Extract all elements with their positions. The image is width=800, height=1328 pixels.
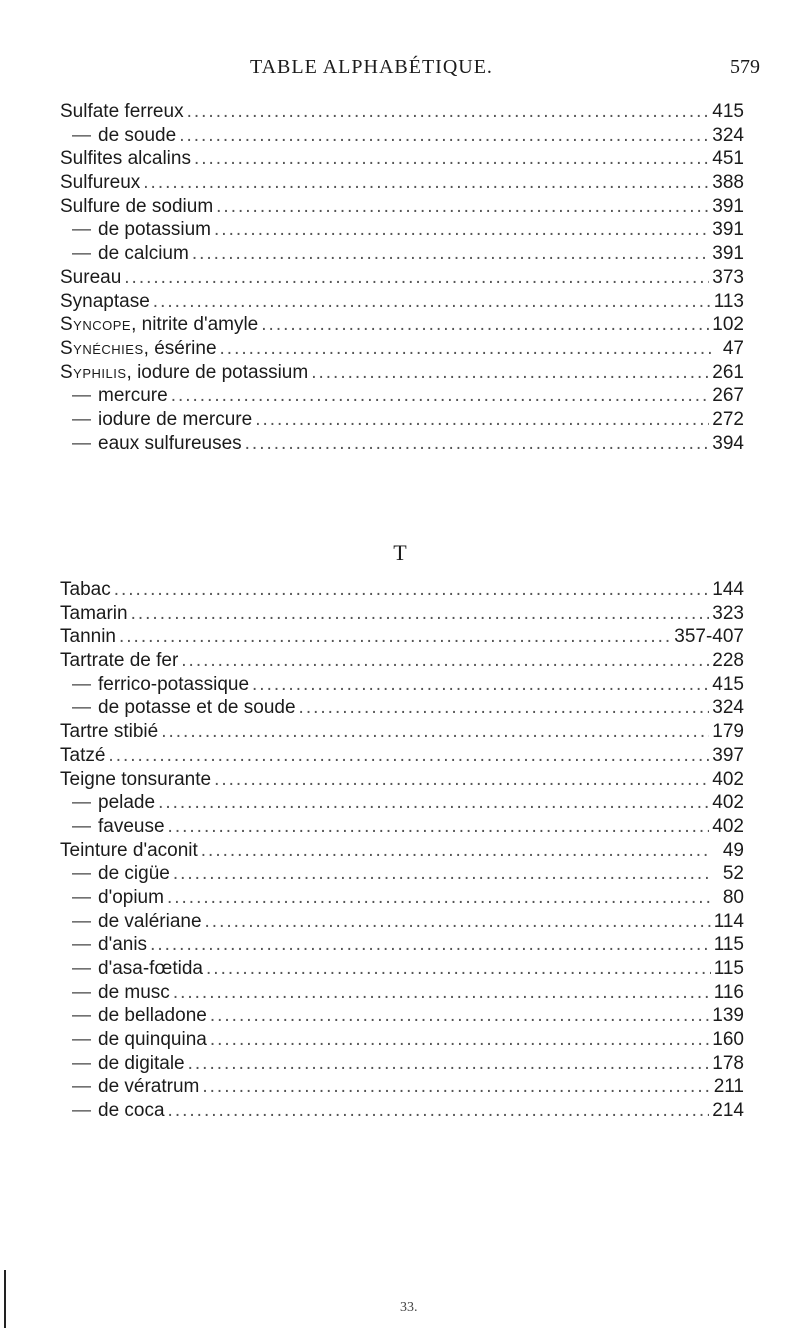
ditto-dash: — xyxy=(72,673,91,695)
entry-label: Tatzé xyxy=(60,744,106,766)
index-entry xyxy=(60,720,744,744)
entry-page: 373 xyxy=(712,266,744,288)
dot-leader xyxy=(245,432,710,456)
ditto-dash: — xyxy=(72,1005,91,1027)
index-entry xyxy=(60,384,744,408)
entry-page: 144 xyxy=(712,579,744,600)
index-entry xyxy=(60,147,744,171)
entry-page: 49 xyxy=(722,839,744,861)
entry-label: de vératrum xyxy=(98,1076,200,1098)
index-entry xyxy=(60,1004,744,1028)
ditto-dash: — xyxy=(72,1076,91,1098)
entry-label: de potasse et de soude xyxy=(98,697,296,719)
entry-label: Tamarin xyxy=(60,602,128,624)
index-entry xyxy=(60,862,744,886)
dot-leader xyxy=(194,147,709,171)
entry-page: 178 xyxy=(712,1052,744,1074)
entry-page: 391 xyxy=(712,243,744,265)
index-entry xyxy=(60,313,744,337)
ditto-dash: — xyxy=(72,886,91,908)
entry-page: 391 xyxy=(712,195,744,217)
entry-page: 272 xyxy=(712,408,744,430)
ditto-dash: — xyxy=(72,243,91,265)
ditto-dash: — xyxy=(72,863,91,885)
entry-label: Syncope, nitrite d'amyle xyxy=(60,314,259,336)
dot-leader xyxy=(252,673,709,697)
entry-page: 214 xyxy=(712,1100,744,1122)
entry-label: faveuse xyxy=(98,815,165,837)
dot-leader xyxy=(179,124,709,148)
dot-leader xyxy=(143,171,709,195)
index-entry xyxy=(60,171,744,195)
index-entry xyxy=(60,1075,744,1099)
dot-leader xyxy=(158,791,709,815)
entry-label: d'asa-fœtida xyxy=(98,958,204,979)
dot-leader xyxy=(205,910,711,934)
ditto-dash: — xyxy=(72,1029,91,1051)
index-entry xyxy=(60,100,744,124)
index-entry xyxy=(60,124,744,148)
index-entry xyxy=(60,625,744,649)
dot-leader xyxy=(187,100,710,124)
dot-leader xyxy=(192,242,709,266)
page-number: 579 xyxy=(730,56,760,78)
entry-label: Sulfure de sodium xyxy=(60,195,214,217)
dot-leader xyxy=(173,981,711,1005)
index-entry xyxy=(60,242,744,266)
ditto-dash: — xyxy=(72,958,91,979)
index-entry xyxy=(60,266,744,290)
dot-leader xyxy=(124,266,709,290)
entry-label: Sulfureux xyxy=(60,172,141,194)
index-entry xyxy=(60,578,744,602)
entry-page: 228 xyxy=(712,650,744,672)
dot-leader xyxy=(214,768,709,792)
running-title: TABLE ALPHABÉTIQUE. xyxy=(250,56,493,78)
entry-page: 116 xyxy=(713,981,744,1003)
dot-leader xyxy=(171,384,710,408)
entry-label: iodure de mercure xyxy=(98,408,253,430)
entry-label: de musc xyxy=(98,981,170,1003)
dot-leader xyxy=(299,696,710,720)
ditto-dash: — xyxy=(72,1052,91,1074)
dot-leader xyxy=(108,744,709,768)
ditto-dash: — xyxy=(72,385,91,407)
entry-label: Tabac xyxy=(60,579,111,600)
dot-leader xyxy=(167,886,711,910)
entry-label: eaux sulfureuses xyxy=(98,432,242,454)
entry-page: 52 xyxy=(722,863,744,885)
index-entry xyxy=(60,839,744,863)
dot-leader xyxy=(311,361,709,385)
dot-leader xyxy=(255,408,709,432)
entry-label: Sulfate ferreux xyxy=(60,101,184,122)
index-entry xyxy=(60,602,744,626)
dot-leader xyxy=(173,862,711,886)
entry-label: pelade xyxy=(98,792,156,814)
ditto-dash: — xyxy=(72,981,91,1003)
entry-label: Synaptase xyxy=(60,290,150,312)
index-entry xyxy=(60,815,744,839)
entry-label: Teinture d'aconit xyxy=(60,839,198,861)
index-entry xyxy=(60,957,744,981)
entry-page: 397 xyxy=(712,744,744,766)
dot-leader xyxy=(261,313,709,337)
dot-leader xyxy=(168,815,710,839)
entry-page: 113 xyxy=(713,290,744,312)
entry-label: de potassium xyxy=(98,219,212,241)
entry-page: 160 xyxy=(712,1029,744,1051)
dot-leader xyxy=(114,578,710,602)
entry-page: 114 xyxy=(713,910,744,932)
page-header xyxy=(0,56,800,86)
index-entry xyxy=(60,886,744,910)
entry-label: de digitale xyxy=(98,1052,185,1074)
entry-page: 324 xyxy=(712,124,744,146)
index-entry xyxy=(60,337,744,361)
ditto-dash: — xyxy=(72,697,91,719)
entry-page: 323 xyxy=(712,602,744,624)
index-entry xyxy=(60,910,744,934)
index-entry xyxy=(60,361,744,385)
entry-label: de cigüe xyxy=(98,863,170,885)
dot-leader xyxy=(216,195,709,219)
entry-page: 115 xyxy=(713,958,744,979)
entry-label: Tartre stibié xyxy=(60,721,159,743)
entry-label: de coca xyxy=(98,1100,165,1122)
index-list-t xyxy=(60,578,744,1123)
index-entry xyxy=(60,408,744,432)
dot-leader xyxy=(119,625,671,649)
ditto-dash: — xyxy=(72,792,91,814)
entry-label: d'opium xyxy=(98,886,164,908)
entry-label: mercure xyxy=(98,385,168,407)
ditto-dash: — xyxy=(72,432,91,454)
entry-label: Tartrate de fer xyxy=(60,650,179,672)
ditto-dash: — xyxy=(72,124,91,146)
entry-label: ferrico-potassique xyxy=(98,673,250,695)
section-letter-t: T xyxy=(393,540,407,565)
dot-leader xyxy=(214,218,709,242)
entry-label: de soude xyxy=(98,124,177,146)
entry-page: 261 xyxy=(712,361,744,383)
entry-page: 357-407 xyxy=(674,626,744,648)
ditto-dash: — xyxy=(72,408,91,430)
index-entry xyxy=(60,195,744,219)
entry-page: 102 xyxy=(712,314,744,336)
entry-page: 324 xyxy=(712,697,744,719)
entry-page: 415 xyxy=(712,101,744,122)
dot-leader xyxy=(181,649,709,673)
entry-page: 451 xyxy=(712,148,744,170)
dot-leader xyxy=(188,1052,710,1076)
index-entry xyxy=(60,1099,744,1123)
index-entry xyxy=(60,290,744,314)
index-entry xyxy=(60,432,744,456)
dot-leader xyxy=(220,337,711,361)
entry-label: Synéchies, ésérine xyxy=(60,337,217,359)
index-entry xyxy=(60,649,744,673)
margin-rule xyxy=(4,1270,6,1328)
entry-page: 211 xyxy=(713,1076,744,1098)
entry-page: 267 xyxy=(712,385,744,407)
entry-label: de quinquina xyxy=(98,1029,207,1051)
index-entry xyxy=(60,933,744,957)
entry-label: d'anis xyxy=(98,934,148,956)
entry-page: 179 xyxy=(712,721,744,743)
entry-page: 115 xyxy=(713,934,744,956)
index-entry xyxy=(60,1028,744,1052)
index-list-s xyxy=(60,100,744,455)
index-entry xyxy=(60,218,744,242)
dot-leader xyxy=(202,1075,710,1099)
dot-leader xyxy=(206,957,711,981)
entry-label: de valériane xyxy=(98,910,202,932)
entry-page: 388 xyxy=(712,172,744,194)
entry-page: 391 xyxy=(712,219,744,241)
entry-label: Teigne tonsurante xyxy=(60,768,212,790)
entry-page: 402 xyxy=(712,792,744,814)
ditto-dash: — xyxy=(72,934,91,956)
dot-leader xyxy=(150,933,711,957)
entry-page: 394 xyxy=(712,432,744,454)
entry-label: de belladone xyxy=(98,1005,207,1027)
dot-leader xyxy=(210,1004,709,1028)
entry-label: Syphilis, iodure de potassium xyxy=(60,361,309,383)
dot-leader xyxy=(201,839,711,863)
index-entry xyxy=(60,673,744,697)
index-entry xyxy=(60,744,744,768)
ditto-dash: — xyxy=(72,1100,91,1122)
index-entry xyxy=(60,768,744,792)
entry-page: 139 xyxy=(712,1005,744,1027)
dot-leader xyxy=(210,1028,709,1052)
ditto-dash: — xyxy=(72,219,91,241)
entry-page: 402 xyxy=(712,815,744,837)
dot-leader xyxy=(131,602,710,626)
entry-page: 402 xyxy=(712,768,744,790)
entry-label: Tannin xyxy=(60,626,116,648)
dot-leader xyxy=(168,1099,710,1123)
dot-leader xyxy=(153,290,711,314)
index-entry xyxy=(60,981,744,1005)
entry-label: Sureau xyxy=(60,266,122,288)
index-entry xyxy=(60,696,744,720)
index-entry xyxy=(60,1052,744,1076)
ditto-dash: — xyxy=(72,910,91,932)
dot-leader xyxy=(161,720,709,744)
ditto-dash: — xyxy=(72,815,91,837)
entry-page: 80 xyxy=(722,886,744,908)
entry-label: Sulfites alcalins xyxy=(60,148,191,170)
entry-label: de calcium xyxy=(98,243,189,265)
entry-page: 47 xyxy=(722,337,744,359)
signature-mark: 33. xyxy=(400,1300,418,1315)
index-entry xyxy=(60,791,744,815)
entry-page: 415 xyxy=(712,673,744,695)
